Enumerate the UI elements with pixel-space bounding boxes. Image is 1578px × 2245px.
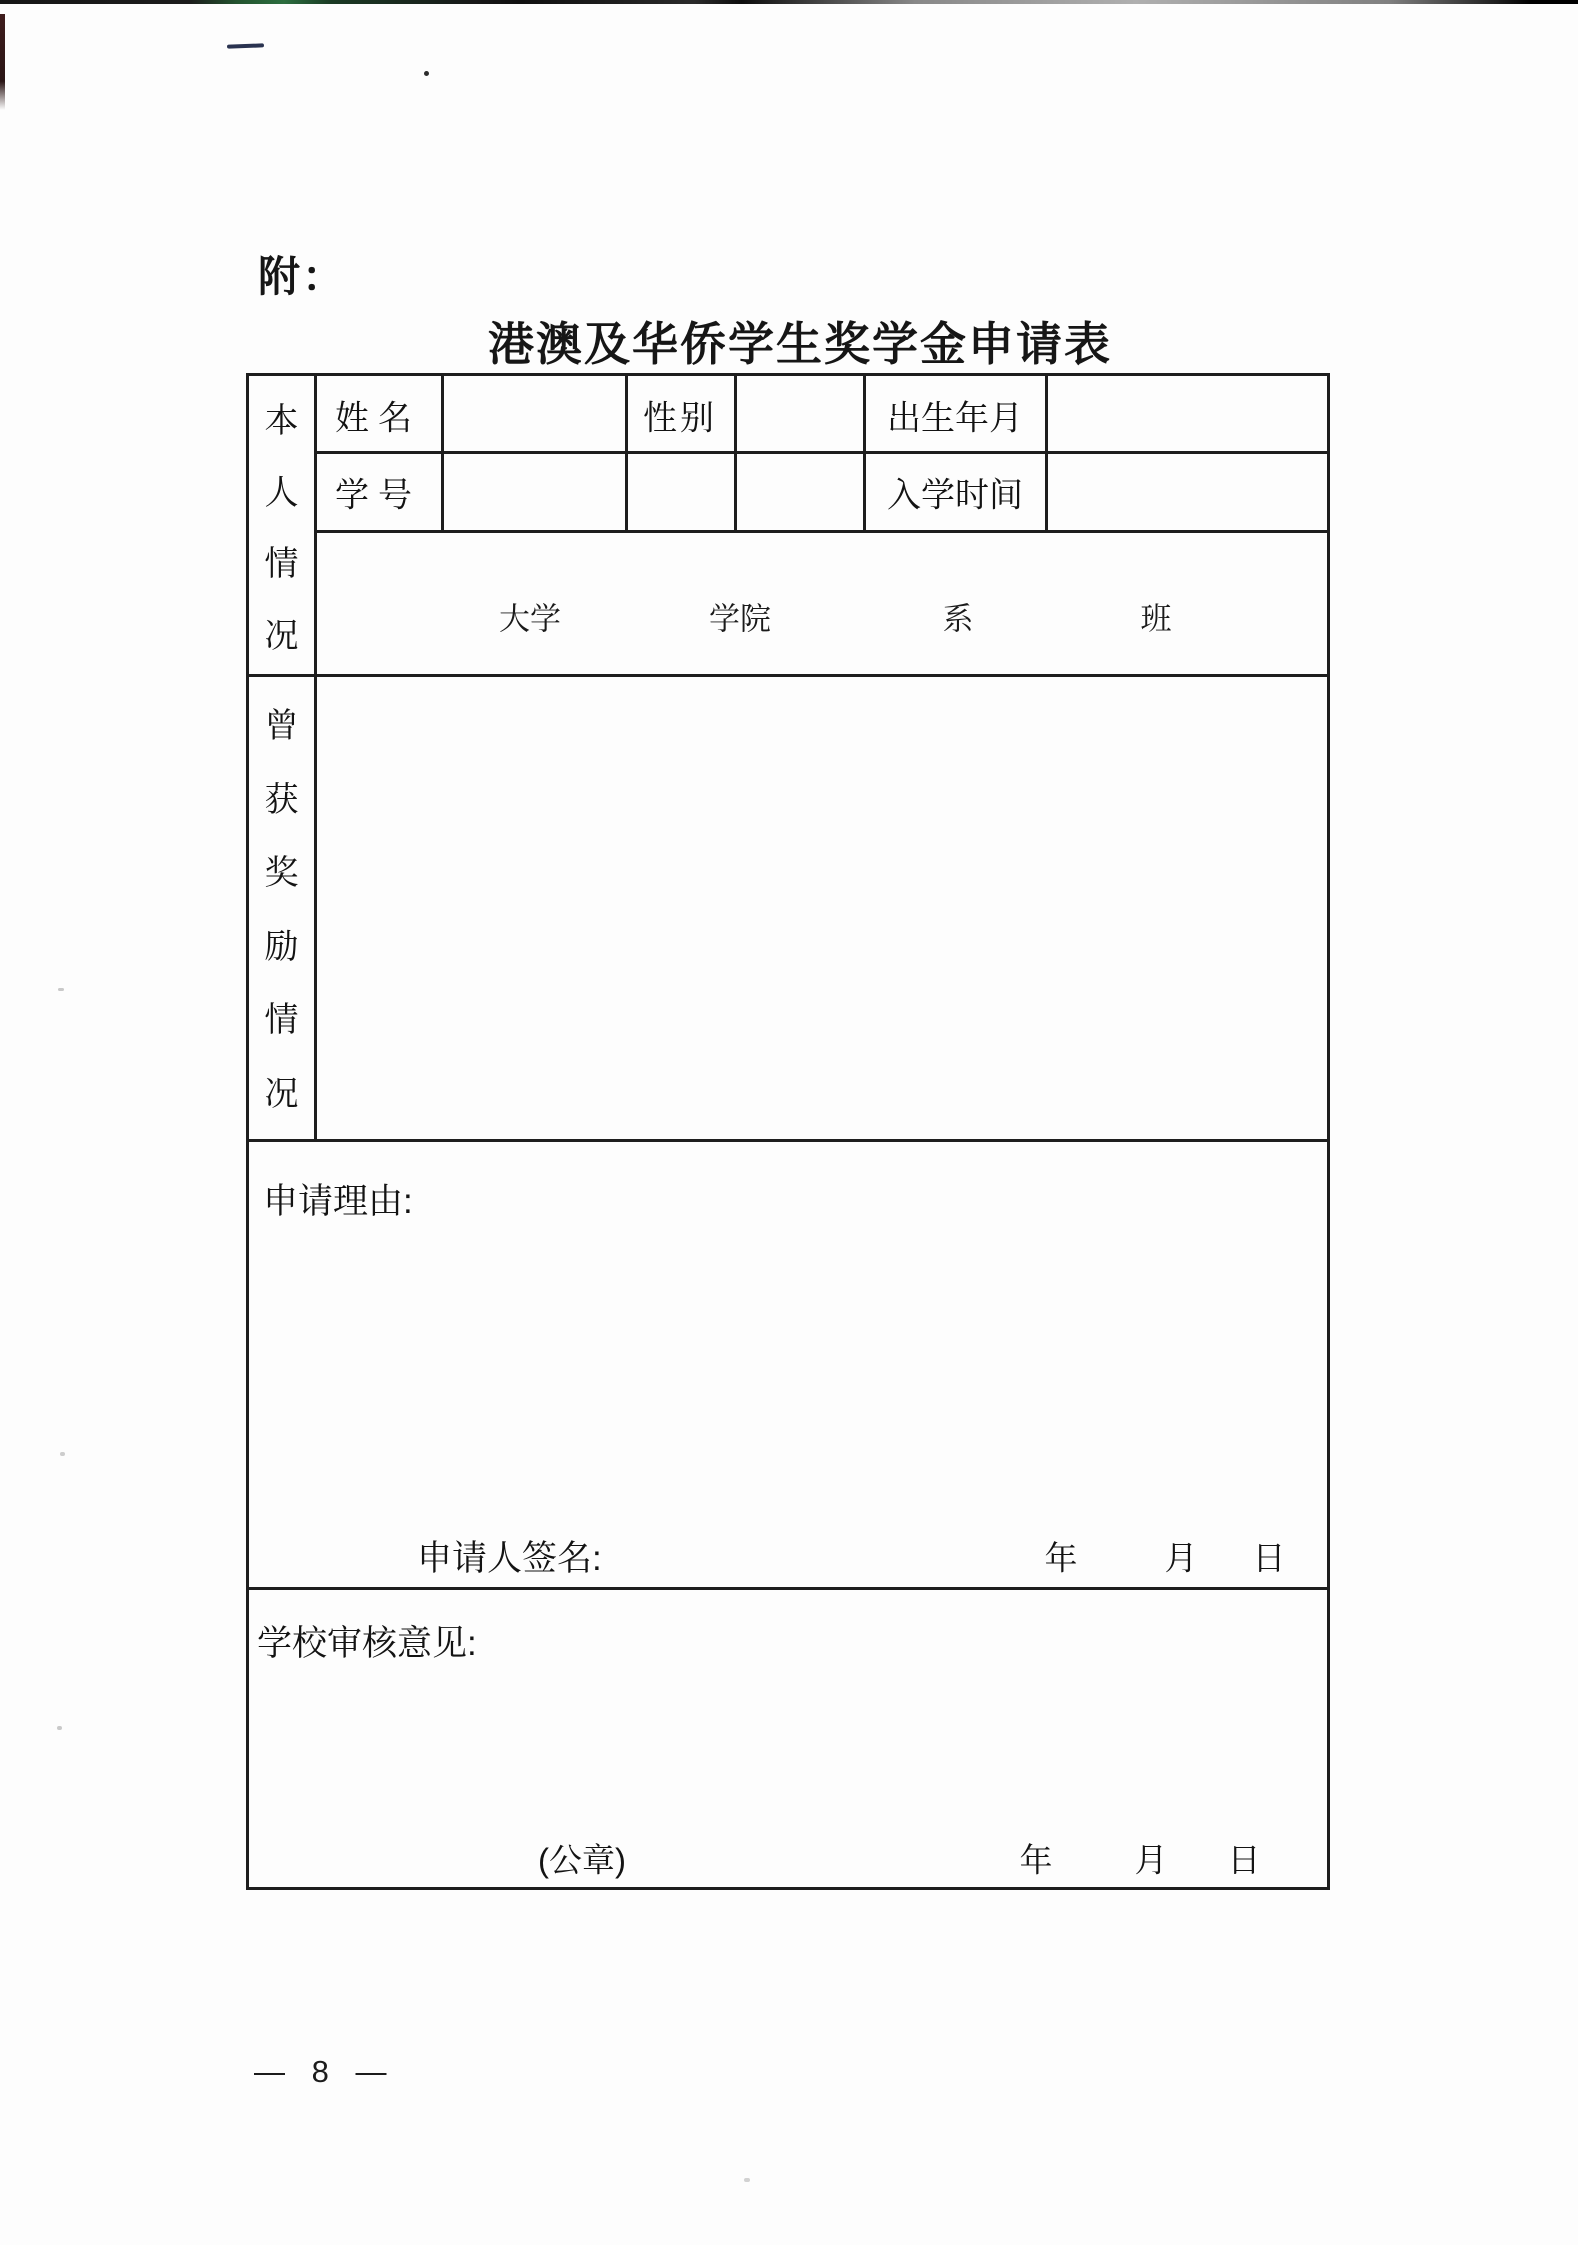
scan-speck (60, 1452, 65, 1456)
official-seal-label: (公章) (538, 1841, 626, 1879)
page-number: — 8 — (254, 2054, 396, 2089)
scan-speck (58, 988, 64, 991)
school-review-label: 学校审核意见: (257, 1624, 477, 1663)
student-id-field-label: 学号 (335, 476, 421, 515)
grid-line-horizontal (314, 530, 1327, 533)
vertical-char: 本 (264, 402, 299, 441)
department-label: 系 (942, 601, 974, 637)
name-field-label: 姓名 (335, 399, 421, 438)
vertical-char: 励 (264, 927, 299, 966)
enroll-time-field-label: 入学时间 (887, 476, 1023, 515)
class-label: 班 (1140, 601, 1172, 637)
scan-edge-artifact-top (0, 0, 1578, 4)
vertical-char: 况 (264, 1074, 299, 1113)
year-label: 年 (1019, 1841, 1053, 1879)
scan-mark-dash (227, 43, 264, 48)
grid-line-horizontal (314, 451, 1327, 454)
vertical-char: 获 (264, 780, 299, 819)
vertical-char: 情 (264, 545, 299, 584)
vertical-char: 情 (264, 1001, 299, 1040)
month-label: 月 (1164, 1539, 1198, 1577)
vertical-char: 人 (264, 473, 299, 512)
page-title: 港澳及华侨学生奖学金申请表 (488, 318, 1112, 370)
vertical-char: 曾 (264, 707, 299, 746)
grid-line-horizontal (249, 1139, 1327, 1142)
application-form-table (246, 373, 1330, 1890)
application-reason-label: 申请理由: (263, 1182, 413, 1221)
year-label: 年 (1044, 1539, 1078, 1577)
attachment-label: 附： (258, 253, 347, 300)
scan-edge-artifact-left (0, 14, 5, 110)
university-label: 大学 (499, 601, 561, 637)
applicant-signature-label: 申请人签名: (417, 1539, 602, 1578)
vertical-char: 奖 (264, 854, 299, 893)
scan-mark-dot (424, 71, 429, 76)
section-header-awards (249, 686, 314, 1127)
day-label: 日 (1252, 1539, 1286, 1577)
gender-field-label: 性别 (643, 399, 717, 438)
grid-line-vertical (314, 376, 317, 1139)
birth-date-field-label: 出生年月 (887, 399, 1023, 438)
vertical-char: 况 (264, 616, 299, 655)
grid-line-horizontal (249, 1587, 1327, 1590)
day-label: 日 (1227, 1841, 1261, 1879)
scan-speck (57, 1726, 62, 1730)
section-header-personal-info (249, 382, 314, 668)
scan-speck (744, 2178, 750, 2182)
month-label: 月 (1134, 1841, 1168, 1879)
college-label: 学院 (709, 601, 771, 637)
grid-line-horizontal (249, 674, 1327, 677)
